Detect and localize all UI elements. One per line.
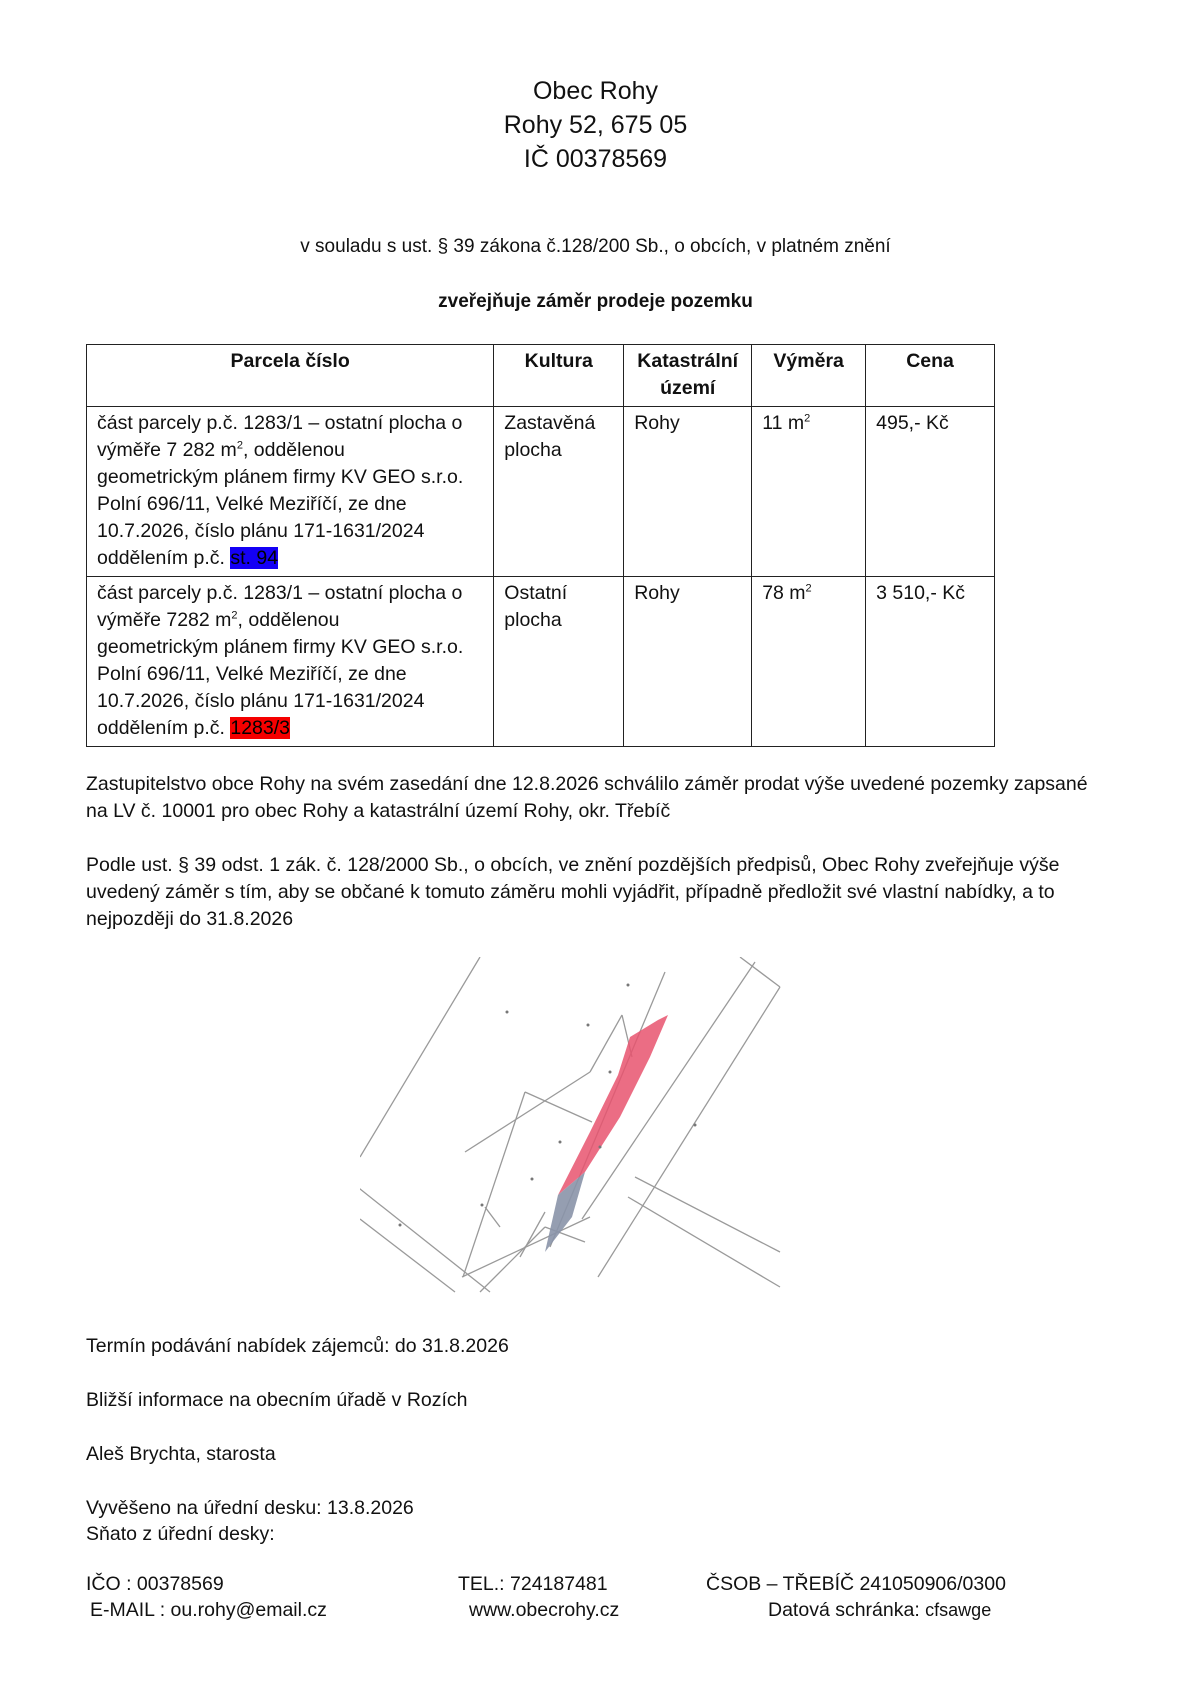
vymera-cell: 78 $m^2$ <box>752 577 866 747</box>
municipality-header <box>0 74 1191 176</box>
col-header-parcel: Parcela číslo <box>87 345 494 407</box>
council-resolution-paragraph: Zastupitelstvo obce Rohy na svém zasedání dne 12.8.2026 schválilo záměr prodat výše uvedené pozemky zapsané na LV č. 10001 pro obec Rohy a katastrální území Rohy, okr. Třebíč <box>86 773 1088 822</box>
col-header-kultura: Kultura <box>494 345 624 407</box>
legal-intro: v souladu s ust. § 39 zákona č.128/200 Sb., o obcích, v platném znění <box>300 236 891 257</box>
cadastral-map <box>360 957 790 1297</box>
ku-cell: Rohy <box>624 577 752 747</box>
cena-cell: 3 510,- Kč <box>866 577 995 747</box>
more-info: Bližší informace na obecním úřadě v Rozích <box>86 1389 468 1411</box>
cena-cell: 495,- Kč <box>866 407 995 577</box>
municipality-name: Obec Rohy <box>532 77 659 105</box>
posted-date: Vyvěšeno na úřední desku: 13.8.2026 <box>86 1497 414 1519</box>
col-header-ku: Katastrální území <box>624 345 752 407</box>
parcels-table <box>86 344 995 747</box>
data-box-label: Datová schránka: <box>768 1599 920 1621</box>
parcel-description: část parcely p.č. 1283/1 – ostatní plocha o výměře 7282 $m^2$, oddělenou geometrickým plánem firmy KV GEO s.r.o. Polní 696/11, Velké Meziříčí, ze dne 10.7.2026, číslo plánu 171-1631/2024 oddělením p.č. 1283/3 <box>87 577 494 747</box>
mayor-signature: Aleš Brychta, starosta <box>86 1443 276 1465</box>
table-row <box>87 407 995 577</box>
cadastral-map-drawing <box>360 957 790 1297</box>
parcel-1283-3-shape <box>545 1015 668 1252</box>
legal-basis-paragraph: Podle ust. § 39 odst. 1 zák. č. 128/2000 Sb., o obcích, ve znění pozdějších předpisů, Obec Rohy zveřejňuje výše uvedený záměr s tím, aby se občané k tomuto záměru mohli vyjádřit, případně předložit své vlastní nabídky, a to nejpozději do 31.8.2026 <box>86 854 1060 930</box>
municipality-address: Rohy 52, 675 05 <box>503 111 688 139</box>
offers-deadline: Termín podávání nabídek zájemců: do 31.8.2026 <box>86 1335 509 1357</box>
col-header-vymera: Výměra <box>752 345 866 407</box>
table-row <box>87 577 995 747</box>
footer-ico: IČO : 00378569 <box>86 1573 224 1595</box>
removed-date: Sňato z úřední desky: <box>86 1523 275 1545</box>
col-header-cena: Cena <box>866 345 995 407</box>
parcel-number-highlight: 1283/3 <box>230 717 290 739</box>
notice-subtitle: zveřejňuje záměr prodeje pozemku <box>438 291 753 312</box>
table-header-row <box>87 345 995 407</box>
footer-data-box <box>768 1599 991 1622</box>
parcel-description: část parcely p.č. 1283/1 – ostatní plocha o výměře 7 282 $m^2$, oddělenou geometrickým plánem firmy KV GEO s.r.o. Polní 696/11, Velké Meziříčí, ze dne 10.7.2026, číslo plánu 171-1631/2024 oddělením p.č. st. 94 <box>87 407 494 577</box>
footer-bank: ČSOB – TŘEBÍČ 241050906/0300 <box>706 1573 1006 1595</box>
kultura-cell: Zastavěná plocha <box>494 407 624 577</box>
ku-cell: Rohy <box>624 407 752 577</box>
kultura-cell: Ostatní plocha <box>494 577 624 747</box>
footer-email: E-MAIL : ou.rohy@email.cz <box>90 1599 327 1621</box>
footer-web: www.obecrohy.cz <box>469 1599 620 1621</box>
data-box-value: cfsawge <box>925 1600 992 1620</box>
vymera-cell: 11 $m^2$ <box>752 407 866 577</box>
footer-tel: TEL.: 724187481 <box>458 1573 608 1595</box>
municipality-ic: IČ 00378569 <box>523 145 668 173</box>
parcel-number-highlight: st. 94 <box>230 547 279 569</box>
